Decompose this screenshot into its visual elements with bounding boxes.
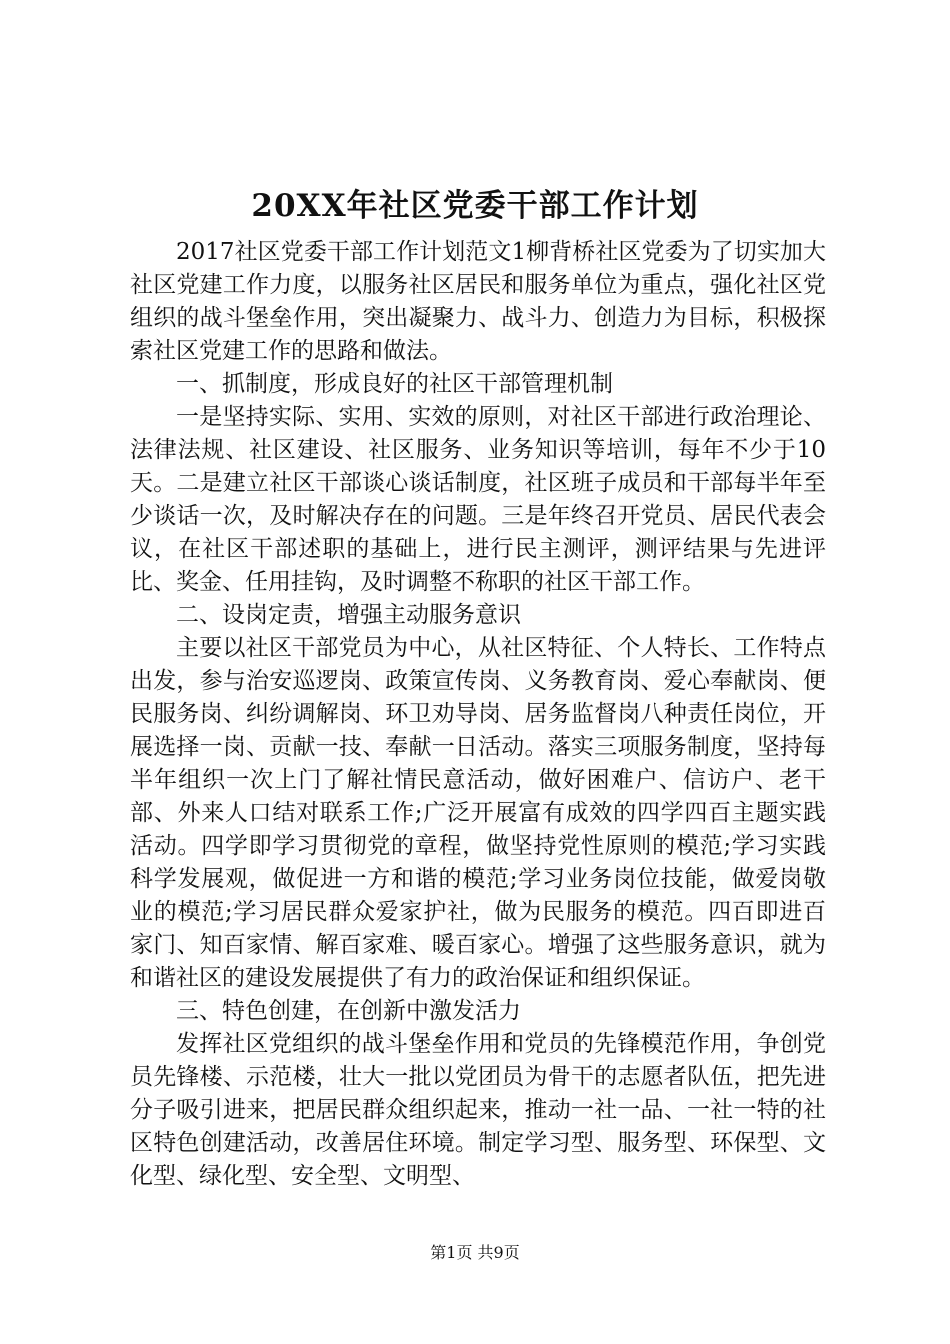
document-title: 20XX年社区党委干部工作计划 bbox=[251, 188, 699, 224]
paragraph-section-3: 发挥社区党组织的战斗堡垒作用和党员的先锋模范作用，争创党员先锋楼、示范楼，壮大一批以党团员为骨干的志愿者队伍，把先进分子吸引进来，把居民群众组织起来，推动一社一品、一社一特的社区特色创建活动，改善居住环境。制定学习型、服务型、环保型、文化型、绿化型、安全型、文明型、 bbox=[130, 1031, 826, 1189]
paragraph-section-1: 一是坚持实际、实用、实效的原则，对社区干部进行政治理论、法律法规、社区建设、社区服务、业务知识等培训，每年不少于10天。二是建立社区干部谈心谈话制度，社区班子成员和干部每半年至少谈话一次，及时解决存在的问题。三是年终召开党员、居民代表会议，在社区干部述职的基础上，进行民主测评，测评结果与先进评比、奖金、任用挂钩，及时调整不称职的社区干部工作。 bbox=[130, 404, 826, 595]
section-heading-3: 三、特色创建，在创新中激发活力 bbox=[176, 998, 521, 1024]
section-heading-1: 一、抓制度，形成良好的社区干部管理机制 bbox=[176, 371, 613, 397]
document-body bbox=[130, 236, 826, 1193]
section-heading-2: 二、设岗定责，增强主动服务意识 bbox=[176, 602, 521, 628]
paragraph-section-2: 主要以社区干部党员为中心，从社区特征、个人特长、工作特点出发，参与治安巡逻岗、政策宣传岗、义务教育岗、爱心奉献岗、便民服务岗、纠纷调解岗、环卫劝导岗、居务监督岗八种责任岗位，开展选择一岗、贡献一技、奉献一日活动。落实三项服务制度，坚持每半年组织一次上门了解社情民意活动，做好困难户、信访户、老干部、外来人口结对联系工作;广泛开展富有成效的四学四百主题实践活动。四学即学习贯彻党的章程，做坚持党性原则的模范;学习实践科学发展观，做促进一方和谐的模范;学习业务岗位技能，做爱岗敬业的模范;学习居民群众爱家护社，做为民服务的模范。四百即进百家门、知百家情、解百家难、暖百家心。增强了这些服务意识，就为和谐社区的建设发展提供了有力的政治保证和组织保证。 bbox=[130, 635, 826, 991]
page-footer: 第1页 共9页 bbox=[430, 1243, 520, 1262]
paragraph-intro: 2017社区党委干部工作计划范文1柳背桥社区党委为了切实加大社区党建工作力度，以服务社区居民和服务单位为重点，强化社区党组织的战斗堡垒作用，突出凝聚力、战斗力、创造力为目标，积极探索社区党建工作的思路和做法。 bbox=[130, 239, 826, 364]
